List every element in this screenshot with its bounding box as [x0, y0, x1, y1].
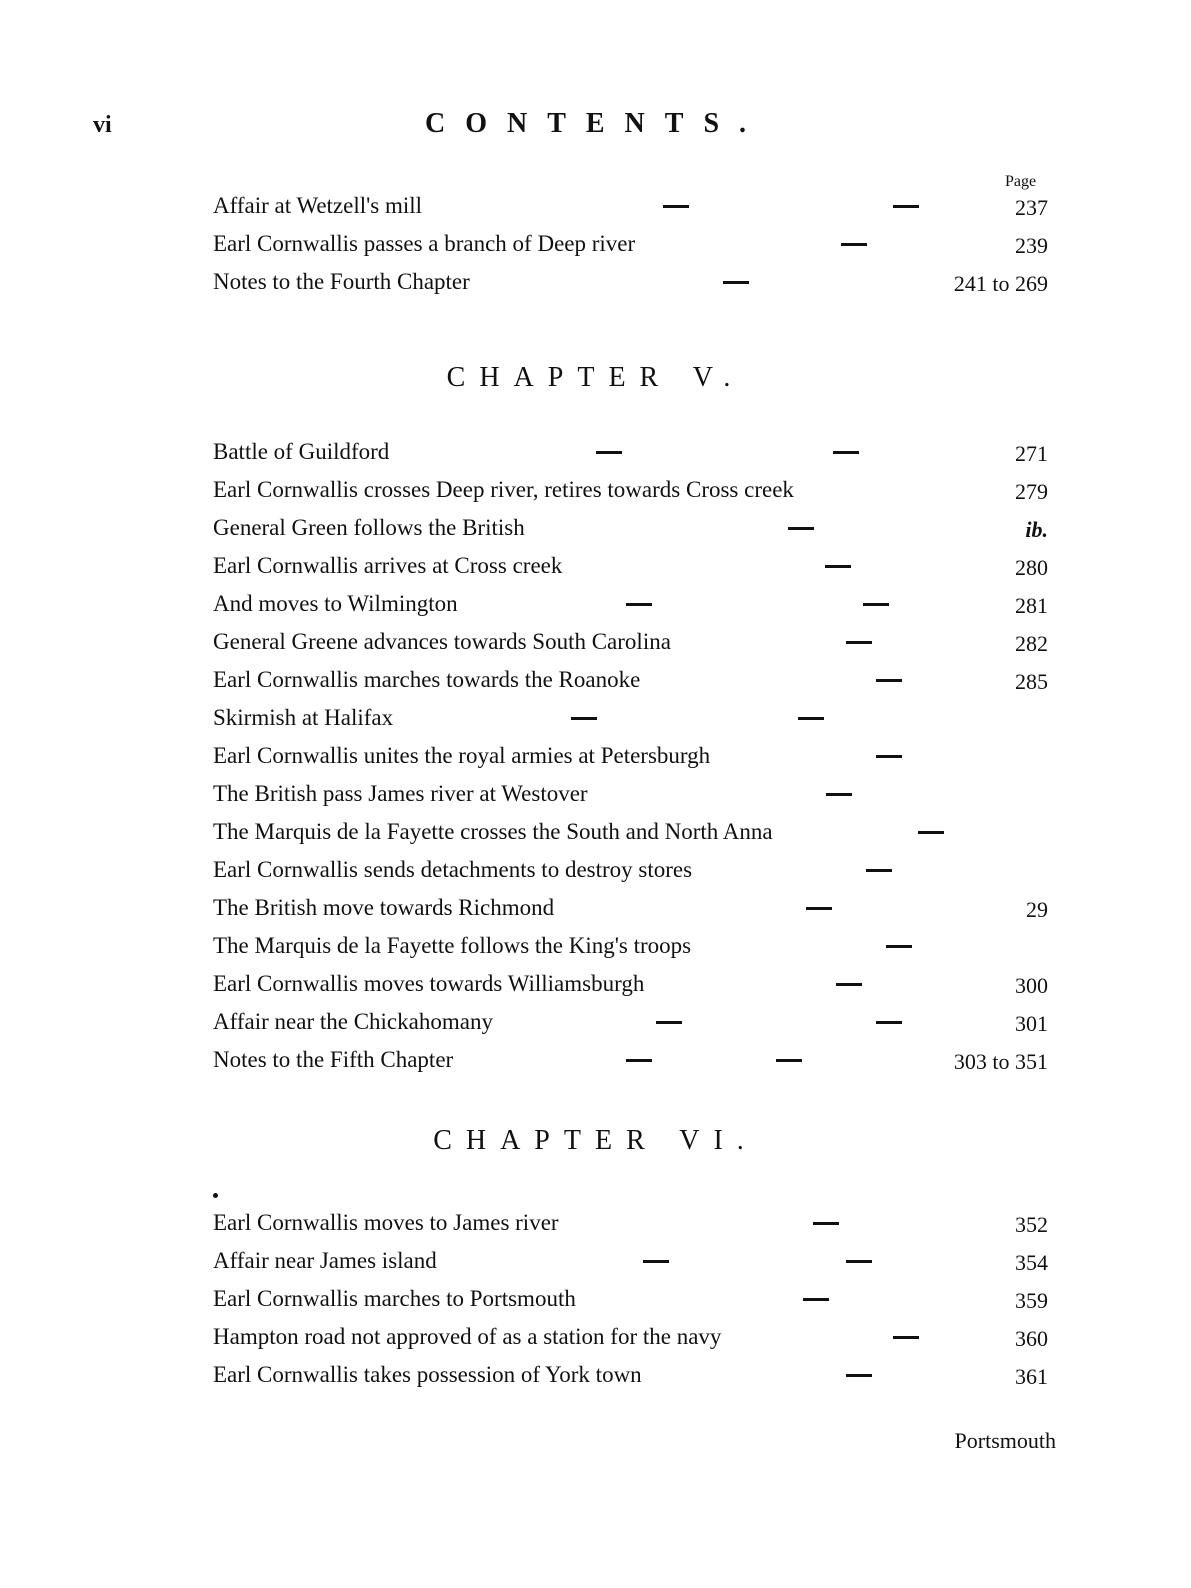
entry-title: Notes to the Fifth Chapter: [213, 1047, 454, 1072]
entry-title: Earl Cornwallis passes a branch of Deep river: [213, 231, 636, 256]
contents-list-chapter5: [213, 433, 1058, 1079]
leader-dash: [893, 1336, 919, 1339]
leader-dash: [866, 869, 892, 872]
entry-page: 237: [1015, 195, 1048, 220]
contents-entry: [213, 1318, 1058, 1356]
contents-entry: [213, 1356, 1058, 1394]
catchword: Portsmouth: [954, 1428, 1056, 1453]
contents-entry: [213, 927, 1058, 965]
entry-title: Battle of Guildford: [213, 439, 390, 464]
leader-dash: [626, 1059, 652, 1062]
leader-dash: [825, 565, 851, 568]
leader-dash: [798, 717, 824, 720]
leader-dash: [571, 717, 597, 720]
entry-page: 239: [1015, 233, 1048, 258]
entry-title: The British pass James river at Westover: [213, 781, 588, 806]
page-column-label: Page: [1005, 173, 1037, 190]
entry-page: 303 to 351: [953, 1049, 1048, 1074]
leader-dash: [846, 1260, 872, 1263]
entry-title: Earl Cornwallis arrives at Cross creek: [213, 553, 563, 578]
leader-dash: [596, 451, 622, 454]
leader-dash: [886, 945, 912, 948]
contents-list-chapter6: [213, 1204, 1058, 1394]
entry-title: Earl Cornwallis takes possession of York town: [213, 1362, 642, 1387]
entry-page: 29: [1026, 897, 1048, 922]
leader-dash: [893, 205, 919, 208]
entry-title: Earl Cornwallis crosses Deep river, retires towards Cross creek: [213, 477, 794, 502]
entry-page: 280: [1015, 555, 1048, 580]
contents-entry: [213, 225, 1058, 263]
leader-dash: [803, 1298, 829, 1301]
entry-title: The British move towards Richmond: [213, 895, 555, 920]
contents-entry: [213, 889, 1058, 927]
entry-title: Earl Cornwallis marches towards the Roanoke: [213, 667, 641, 692]
entry-page: 285: [1015, 669, 1048, 694]
entry-title: The Marquis de la Fayette crosses the South and North Anna: [213, 819, 773, 844]
contents-entry: [213, 737, 1058, 775]
contents-entry: [213, 1041, 1058, 1079]
entry-page: 279: [1015, 479, 1048, 504]
entry-title: Affair near the Chickahomany: [213, 1009, 493, 1034]
leader-dash: [846, 641, 872, 644]
leader-dash: [663, 205, 689, 208]
leader-dash: [813, 1222, 839, 1225]
contents-entry: [213, 661, 1058, 699]
chapter-heading: CHAPTER V.: [446, 362, 745, 393]
entry-title: Earl Cornwallis marches to Portsmouth: [213, 1286, 576, 1311]
contents-list-top: [213, 187, 1058, 301]
chapter-heading: CHAPTER VI.: [433, 1125, 758, 1156]
entry-title: General Greene advances towards South Carolina: [213, 629, 671, 654]
entry-page: 360: [1015, 1326, 1048, 1351]
leader-dash: [626, 603, 652, 606]
contents-entry: [213, 813, 1058, 851]
entry-page: 301: [1015, 1011, 1048, 1036]
stray-mark: [213, 1193, 218, 1198]
contents-entry: [213, 433, 1058, 471]
entry-page: 281: [1015, 593, 1048, 618]
contents-entry: [213, 585, 1058, 623]
leader-dash: [643, 1260, 669, 1263]
entry-page: 300: [1015, 973, 1048, 998]
leader-dash: [863, 603, 889, 606]
contents-entry: [213, 1003, 1058, 1041]
page-title: CONTENTS.: [424, 108, 767, 139]
contents-entry: [213, 699, 1058, 737]
entry-title: General Green follows the British: [213, 515, 525, 540]
entry-page: 354: [1015, 1250, 1048, 1275]
entry-title: Affair at Wetzell's mill: [213, 193, 423, 218]
leader-dash: [656, 1021, 682, 1024]
contents-entry: [213, 509, 1058, 547]
entry-page: 359: [1015, 1288, 1048, 1313]
contents-entry: [213, 187, 1058, 225]
entry-title: The Marquis de la Fayette follows the King's troops: [213, 933, 692, 958]
entry-title: And moves to Wilmington: [213, 591, 458, 616]
leader-dash: [806, 907, 832, 910]
leader-dash: [846, 1374, 872, 1377]
leader-dash: [918, 831, 944, 834]
entry-page: 241 to 269: [953, 271, 1048, 296]
contents-entry: [213, 623, 1058, 661]
leader-dash: [788, 527, 814, 530]
entry-title: Earl Cornwallis unites the royal armies at Petersburgh: [213, 743, 711, 768]
entry-page: 361: [1015, 1364, 1048, 1389]
contents-entry: [213, 1242, 1058, 1280]
entry-title: Affair near James island: [213, 1248, 437, 1273]
contents-entry: [213, 851, 1058, 889]
contents-entry: [213, 263, 1058, 301]
leader-dash: [876, 755, 902, 758]
entry-page: ib.: [1025, 517, 1048, 542]
entry-title: Earl Cornwallis moves to James river: [213, 1210, 559, 1235]
contents-entry: [213, 965, 1058, 1003]
leader-dash: [836, 983, 862, 986]
leader-dash: [841, 243, 867, 246]
entry-page: 282: [1015, 631, 1048, 656]
entry-page: 352: [1015, 1212, 1048, 1237]
leader-dash: [723, 281, 749, 284]
leader-dash: [776, 1059, 802, 1062]
entry-title: Earl Cornwallis moves towards Williamsburgh: [213, 971, 645, 996]
entry-page: 271: [1015, 441, 1048, 466]
entry-title: Earl Cornwallis sends detachments to destroy stores: [213, 857, 693, 882]
entry-title: Notes to the Fourth Chapter: [213, 269, 470, 294]
contents-entry: [213, 547, 1058, 585]
entry-title: Hampton road not approved of as a station for the navy: [213, 1324, 722, 1349]
contents-entry: [213, 1204, 1058, 1242]
leader-dash: [876, 1021, 902, 1024]
contents-entry: [213, 471, 1058, 509]
entry-title: Skirmish at Halifax: [213, 705, 394, 730]
page-number: vi: [93, 112, 112, 138]
leader-dash: [826, 793, 852, 796]
contents-entry: [213, 1280, 1058, 1318]
leader-dash: [833, 451, 859, 454]
contents-entry: [213, 775, 1058, 813]
leader-dash: [876, 679, 902, 682]
